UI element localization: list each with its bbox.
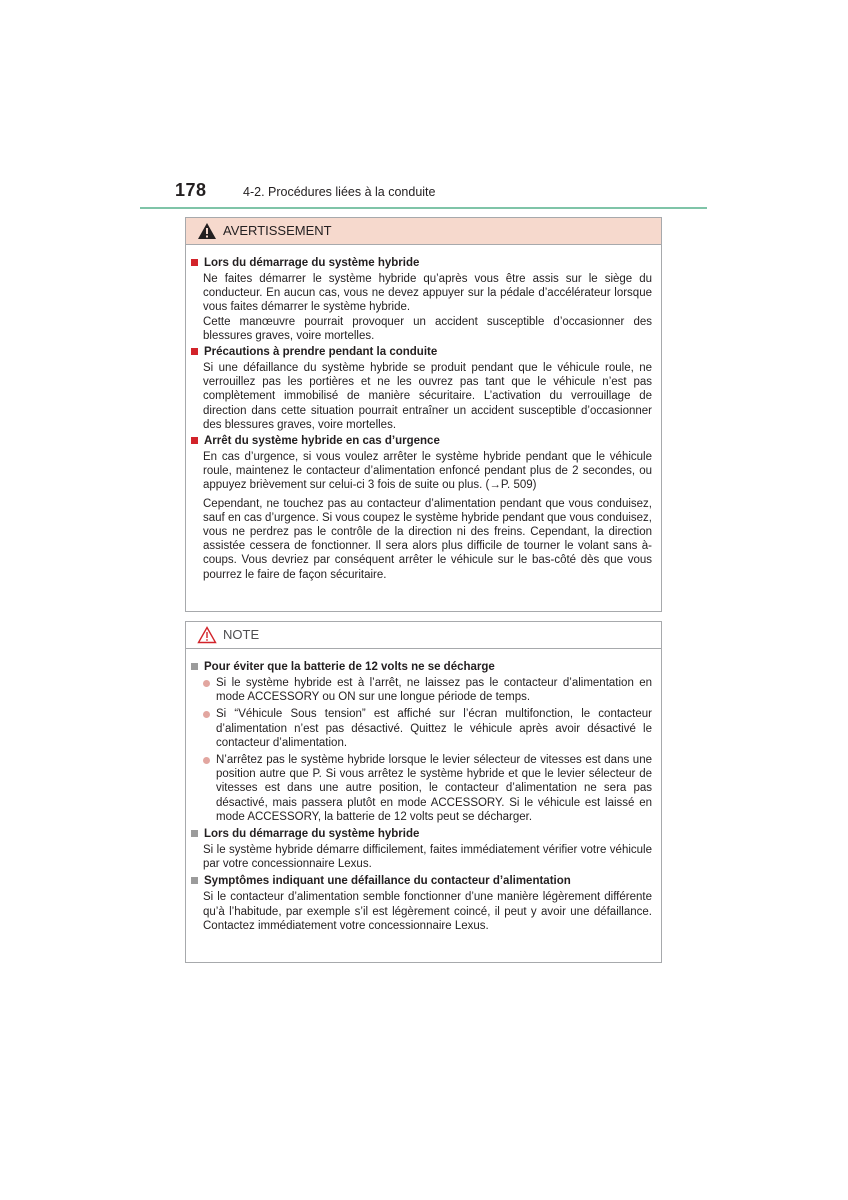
square-bullet-icon [191, 663, 198, 670]
square-bullet-icon [191, 348, 198, 355]
note-paragraph: Si le système hybride démarre difficilement, faites immédiatement vérifier votre véhicule par votre concessionnaire Lexus. [203, 844, 652, 871]
dot-bullet-icon [203, 711, 210, 718]
caution-icon [197, 626, 217, 644]
note-bullet: Si “Véhicule Sous tension” est affiché sur l’écran multifonction, le contacteur d’alimentation n’est pas désactivé. Quittez le véhicule après avoir désactivé le contacteur d’alimentation. [191, 707, 652, 750]
warning-header [186, 218, 661, 245]
warning-paragraph: Ne faites démarrer le système hybride qu’après vous être assis sur le siège du conducteur. En aucun cas, vous ne devez appuyer sur la pédale d’accélérateur lorsque vous faites démarrer le système hybride. Cette manœuvre pourrait provoquer un accident susceptible d’occasionner des blessures graves, voire mortelles. [203, 273, 652, 342]
warning-label: AVERTISSEMENT [223, 223, 332, 238]
warning-paragraph: Cependant, ne touchez pas au contacteur d’alimentation pendant que vous conduisez, sauf en cas d’urgence. Si vous coupez le système hybride pendant que vous conduisez, vous ne perdrez pas le contrôle de la direction ni des freins. Cependant, la direction assistée cessera de fonctionner. Il sera alors plus difficile de tourner le volant sans à-coups. Vous devriez par conséquent arrêter le véhicule sur le bas-côté dès que vous pourrez le faire de façon sécuritaire. [203, 497, 652, 581]
note-paragraph: Si le contacteur d’alimentation semble fonctionner d’une manière légèrement différente qu’à l’habitude, par exemple s’il est légèrement coincé, il peut y avoir une défaillance. Contactez immédiatement votre concessionnaire Lexus. [203, 891, 652, 932]
warning-item-title: Arrêt du système hybride en cas d’urgence [191, 434, 652, 449]
warning-paragraph: Si une défaillance du système hybride se produit pendant que le véhicule roule, ne verrouillez pas les portières et ne les ouvrez pas tant que le véhicule n’est pas complètement immobilisé de manière sécuritaire. L’activation du verrouillage de direction dans cette situation pourrait entraîner un accident susceptible d’occasionner des blessures graves, voire mortelles. [203, 362, 652, 431]
section-title: 4-2. Procédures liées à la conduite [243, 185, 436, 199]
note-bullet: N’arrêtez pas le système hybride lorsque le levier sélecteur de vitesses est dans une position autre que P. Si vous arrêtez le système hybride et que le levier sélecteur de vitesses est dans une autre position, le contacteur d’alimentation ne sera pas désactivé, mais passera plutôt en mode ACCESSORY. Si le véhicule est laissé en mode ACCESSORY, la batterie de 12 volts peut se décharger. [191, 753, 652, 824]
warning-item-title: Précautions à prendre pendant la conduite [191, 345, 652, 360]
warning-paragraph: En cas d’urgence, si vous voulez arrêter le système hybride pendant que le véhicule roule, maintenez le contacteur d’alimentation enfoncé pendant plus de 2 secondes, ou appuyez brièvement sur celui-ci 3 fois de suite ou plus. (→P. 509) [203, 451, 652, 492]
page-number: 178 [175, 180, 207, 200]
page-header [175, 180, 707, 210]
note-item-title: Pour éviter que la batterie de 12 volts ne se décharge [191, 660, 652, 675]
note-item-title: Symptômes indiquant une défaillance du contacteur d’alimentation [191, 874, 652, 889]
warning-content [186, 256, 661, 584]
dot-bullet-icon [203, 680, 210, 687]
note-header [186, 622, 661, 649]
square-bullet-icon [191, 830, 198, 837]
square-bullet-icon [191, 437, 198, 444]
note-item-title: Lors du démarrage du système hybride [191, 827, 652, 842]
warning-box [185, 217, 662, 612]
note-box [185, 621, 662, 963]
note-bullet: Si le système hybride est à l’arrêt, ne laissez pas le contacteur d’alimentation en mode ACCESSORY ou ON sur une longue période de temps. [191, 676, 652, 704]
warning-icon [197, 222, 217, 240]
square-bullet-icon [191, 259, 198, 266]
dot-bullet-icon [203, 757, 210, 764]
header-divider [140, 207, 707, 209]
warning-item-title: Lors du démarrage du système hybride [191, 256, 652, 271]
note-content [186, 660, 661, 935]
note-label: NOTE [223, 627, 260, 642]
square-bullet-icon [191, 877, 198, 884]
